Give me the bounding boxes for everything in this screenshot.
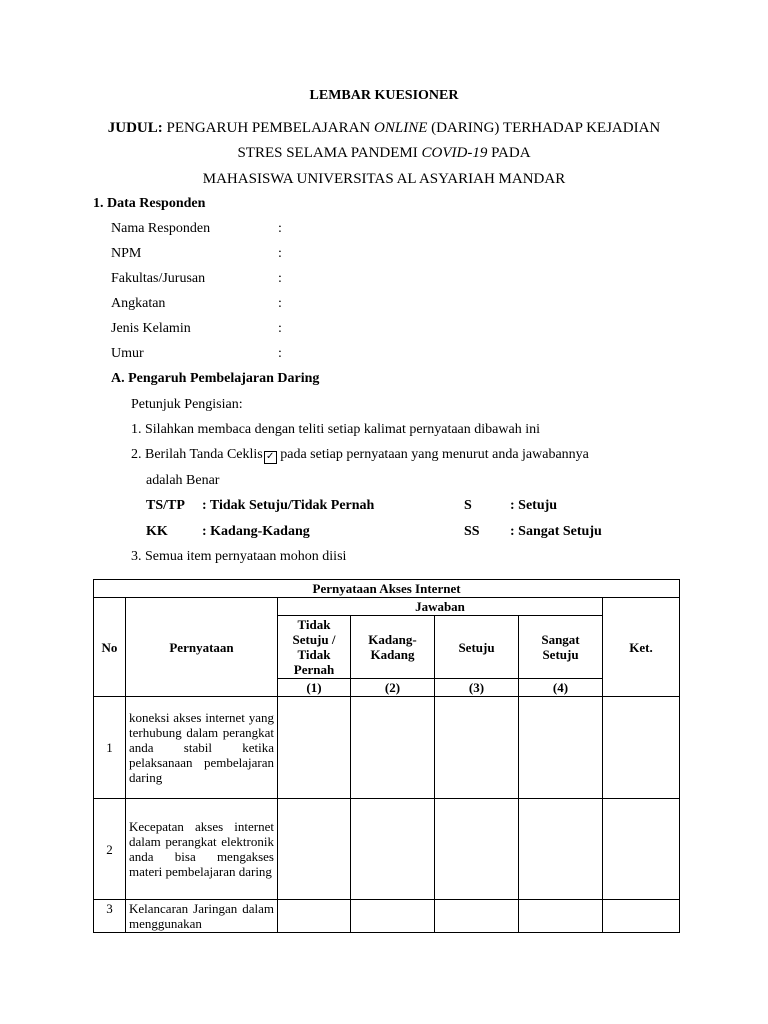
- responden-field-label: NPM: [111, 246, 142, 261]
- judul-text-1a: PENGARUH PEMBELAJARAN: [166, 120, 371, 136]
- responden-field: [111, 296, 411, 312]
- judul-line-1: [0, 120, 768, 136]
- ket-cell[interactable]: [603, 697, 680, 799]
- responden-field-colon: :: [278, 296, 282, 311]
- answer-num: (2): [351, 679, 435, 697]
- responden-field-label: Jenis Kelamin: [111, 321, 191, 336]
- responden-field-label: Nama Responden: [111, 221, 211, 236]
- responden-field-colon: :: [278, 346, 282, 361]
- col-header-ket: Ket.: [603, 598, 680, 697]
- responden-field-colon: :: [278, 246, 282, 261]
- col-header-no: No: [94, 598, 126, 697]
- checkbox-check-icon: ✓: [264, 451, 277, 464]
- judul-text-1c: (DARING) TERHADAP KEJADIAN: [431, 120, 661, 136]
- answer-cell-1[interactable]: [278, 697, 351, 799]
- table-row: [94, 697, 680, 799]
- answer-header-s: Setuju: [435, 616, 519, 679]
- row-statement: koneksi akses internet yang terhubung dalam perangkat anda stabil ketika pelaksanaan pembelajaran daring: [126, 697, 278, 799]
- table-row: [94, 799, 680, 900]
- answer-cell-3[interactable]: [435, 799, 519, 900]
- col-header-jawaban: Jawaban: [278, 598, 603, 616]
- row-no: 1: [94, 697, 126, 799]
- document-title: LEMBAR KUESIONER: [309, 88, 459, 103]
- judul-text-2c: PADA: [491, 145, 531, 161]
- judul-text-1b: ONLINE: [374, 120, 428, 136]
- answer-header-kk: Kadang-Kadang: [351, 616, 435, 679]
- answer-cell-4[interactable]: [519, 900, 603, 933]
- responden-field-label: Angkatan: [111, 296, 166, 311]
- row-no: 2: [94, 799, 126, 900]
- responden-field: [111, 321, 411, 337]
- answer-cell-1[interactable]: [278, 900, 351, 933]
- instruction-1: 1. Silahkan membaca dengan teliti setiap kalimat pernyataan dibawah ini: [131, 422, 540, 437]
- instruction-2: [131, 447, 589, 463]
- legend-desc: : Sangat Setuju: [510, 524, 602, 539]
- answer-cell-2[interactable]: [351, 697, 435, 799]
- instruction-3: 3. Semua item pernyataan mohon diisi: [131, 549, 347, 564]
- judul-label: JUDUL:: [107, 120, 163, 136]
- row-no: 3: [94, 900, 126, 933]
- ket-cell[interactable]: [603, 900, 680, 933]
- answer-cell-2[interactable]: [351, 900, 435, 933]
- row-statement: Kecepatan akses internet dalam perangkat elektronik anda bisa mengakses materi pembelajaran daring: [126, 799, 278, 900]
- answer-num: (3): [435, 679, 519, 697]
- instruction-2-text-b: pada setiap pernyataan yang menurut anda jawabannya: [276, 447, 589, 462]
- responden-field-colon: :: [278, 221, 282, 236]
- answer-cell-4[interactable]: [519, 799, 603, 900]
- responden-field: [111, 271, 411, 287]
- responden-field: [111, 346, 411, 362]
- responden-field: [111, 246, 411, 262]
- section-pengaruh-daring: A. Pengaruh Pembelajaran Daring: [111, 371, 320, 386]
- answer-cell-4[interactable]: [519, 697, 603, 799]
- ket-cell[interactable]: [603, 799, 680, 900]
- responden-field-colon: :: [278, 321, 282, 336]
- answer-cell-2[interactable]: [351, 799, 435, 900]
- answer-header-ts: Tidak Setuju / Tidak Pernah: [278, 616, 351, 679]
- responden-field: [111, 221, 411, 237]
- petunjuk-heading: Petunjuk Pengisian:: [131, 397, 243, 412]
- table-caption: Pernyataan Akses Internet: [94, 580, 680, 598]
- answer-cell-3[interactable]: [435, 900, 519, 933]
- judul-line-3: MAHASISWA UNIVERSITAS AL ASYARIAH MANDAR: [202, 171, 566, 187]
- legend-code: SS: [464, 524, 480, 539]
- judul-line-2: [0, 145, 768, 161]
- responden-field-label: Umur: [111, 346, 144, 361]
- answer-num: (1): [278, 679, 351, 697]
- answer-cell-3[interactable]: [435, 697, 519, 799]
- instruction-2-cont: adalah Benar: [146, 473, 220, 488]
- legend-desc: : Setuju: [510, 498, 558, 513]
- answer-header-ss: Sangat Setuju: [519, 616, 603, 679]
- table-row: [94, 900, 680, 933]
- row-statement: Kelancaran Jaringan dalam menggunakan: [126, 900, 278, 933]
- questionnaire-table: [93, 579, 680, 933]
- legend-code: S: [464, 498, 472, 513]
- legend-desc: : Kadang-Kadang: [202, 524, 310, 539]
- judul-text-2a: STRES SELAMA PANDEMI: [237, 145, 418, 161]
- legend-code: TS/TP: [146, 498, 185, 513]
- judul-text-2b: COVID-19: [421, 145, 488, 161]
- answer-num: (4): [519, 679, 603, 697]
- instruction-2-text: 2. Berilah Tanda Ceklis: [131, 447, 263, 462]
- responden-field-label: Fakultas/Jurusan: [111, 271, 206, 286]
- answer-cell-1[interactable]: [278, 799, 351, 900]
- responden-field-colon: :: [278, 271, 282, 286]
- legend-code: KK: [146, 524, 168, 539]
- legend-desc: : Tidak Setuju/Tidak Pernah: [202, 498, 375, 513]
- section-data-responden: 1. Data Responden: [93, 196, 206, 211]
- col-header-pernyataan: Pernyataan: [126, 598, 278, 697]
